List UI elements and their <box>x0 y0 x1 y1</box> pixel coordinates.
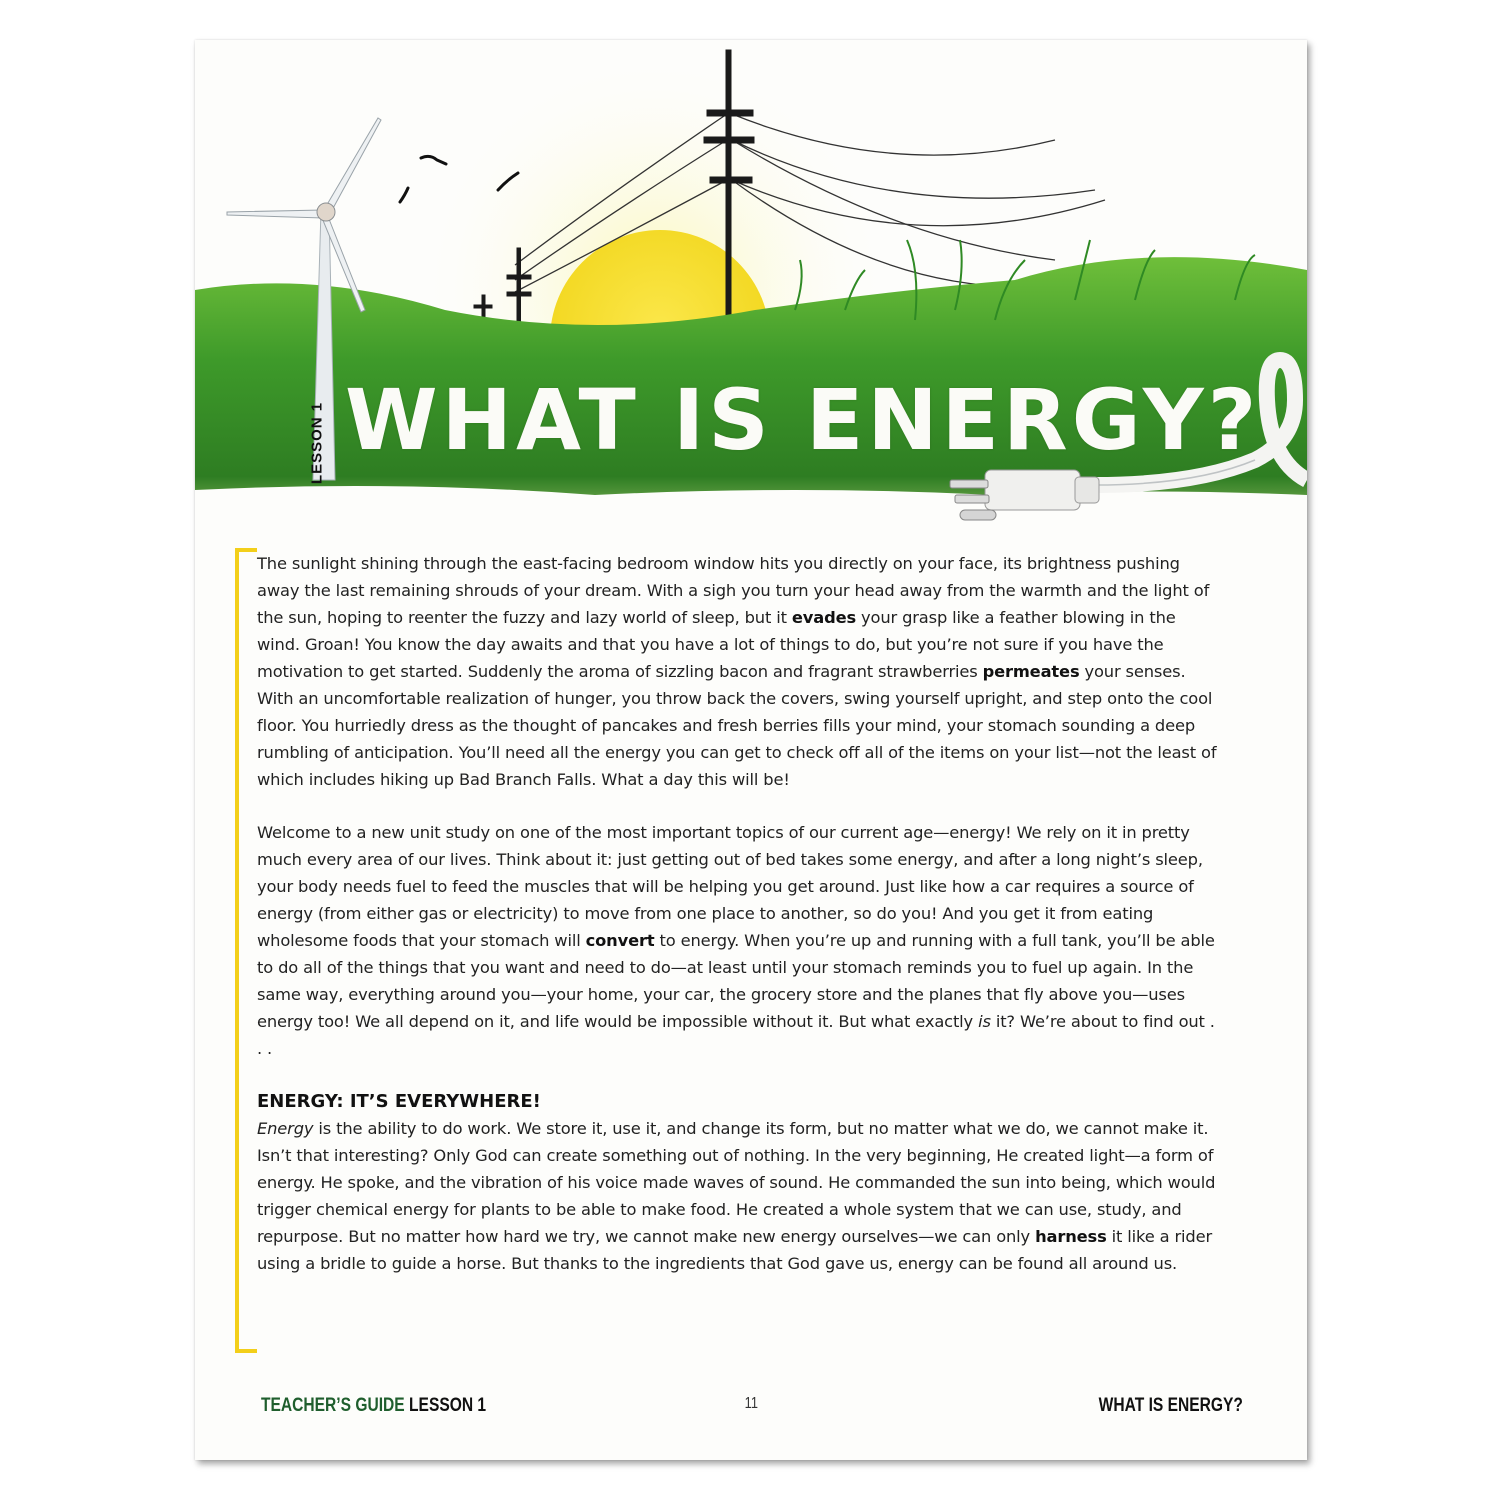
emphasis-is: is <box>978 1012 991 1031</box>
text-span: your senses. With an uncomfortable realization of hunger, you throw back the covers, swing yourself upright, and step onto the cool floor. You hurriedly dress as the thought of pancakes and fresh berries fills your mind, your stomach sounding a deep rumbling of anticipation. You’ll need all the energy you can get to check off all of the items on your list—not the least of which includes hiking up Bad Branch Falls. What a day this will be! <box>257 662 1217 789</box>
text-span: is the ability to do work. We store it, use it, and change its form, but no matter what we do, we cannot make it. Isn’t that interesting? Only God can create something out of nothing. In the very beginning, He created light—a form of energy. He spoke, and the vibration of his voice made waves of sound. He commanded the sun into being, which would trigger chemical energy for plants to be able to make food. He created a whole system that we can use, study, and repurpose. But no matter how hard we try, we cannot make new energy ourselves—we can only <box>257 1119 1216 1246</box>
text-span: The sunlight shining through the east-facing bedroom window hits you directly on your face, its brightness pushing away the last remaining shrouds of your dream. With a sigh you turn your head away from the warmth and the light of the sun, hoping to reenter the fuzzy and lazy world of sleep, but it <box>257 554 1210 627</box>
book-page <box>195 40 1307 1460</box>
main-content <box>257 550 1217 1303</box>
text-span: it like a rider using a bridle to guide a horse. But thanks to the ingredients that God gave us, energy can be found all around us. <box>257 1227 1213 1273</box>
text-span: your grasp like a feather blowing in the wind. Groan! You know the day awaits and that you have a lot of things to do, but you’re not sure if you have the motivation to get started. Suddenly the aroma of sizzling bacon and fragrant strawberries <box>257 608 1176 681</box>
page-number: 11 <box>744 1395 758 1412</box>
vocab-evades: evades <box>791 608 857 627</box>
header-illustration <box>195 40 1307 540</box>
section-paragraph <box>257 1115 1217 1277</box>
vocab-convert: convert <box>585 931 655 950</box>
text-span: to energy. When you’re up and running with a full tank, you’ll be able to do all of the things that you want and need to do—at least until your stomach reminds you to fuel up again. In the same way, everything around you—your home, your car, the grocery store and the planes that fly above you—uses energy too! We all depend on it, and life would be impossible without it. But what exactly <box>257 931 1215 1031</box>
term-energy: Energy <box>257 1119 314 1138</box>
footer-lesson-label: LESSON 1 <box>409 1395 487 1416</box>
welcome-paragraph <box>257 819 1217 1062</box>
running-title: WHAT IS ENERGY? <box>1098 1395 1243 1416</box>
text-span: it? We’re about to find out . . . <box>257 1012 1215 1058</box>
footer-guide-label <box>261 1395 486 1417</box>
vocab-permeates: permeates <box>982 662 1080 681</box>
teachers-guide-label: TEACHER’S GUIDE <box>261 1395 405 1416</box>
intro-paragraph <box>257 550 1217 793</box>
lesson-tag-label: LESSON 1 <box>308 401 326 485</box>
vocab-harness: harness <box>1035 1227 1107 1246</box>
text-span: Welcome to a new unit study on one of the most important topics of our current age—energy! We rely on it in pretty much every area of our lives. Think about it: just getting out of bed takes some energy, and after a long night’s sleep, your body needs fuel to feed the muscles that will be helping you get around. Just like how a car requires a source of energy (from either gas or electricity) to move from one place to another, so do you! And you get it from eating wholesome foods that your stomach will <box>257 823 1203 950</box>
lesson-tag <box>303 388 331 498</box>
page-title: WHAT IS ENERGY? <box>345 371 1261 469</box>
section-heading: ENERGY: IT’S EVERYWHERE! <box>257 1091 541 1112</box>
